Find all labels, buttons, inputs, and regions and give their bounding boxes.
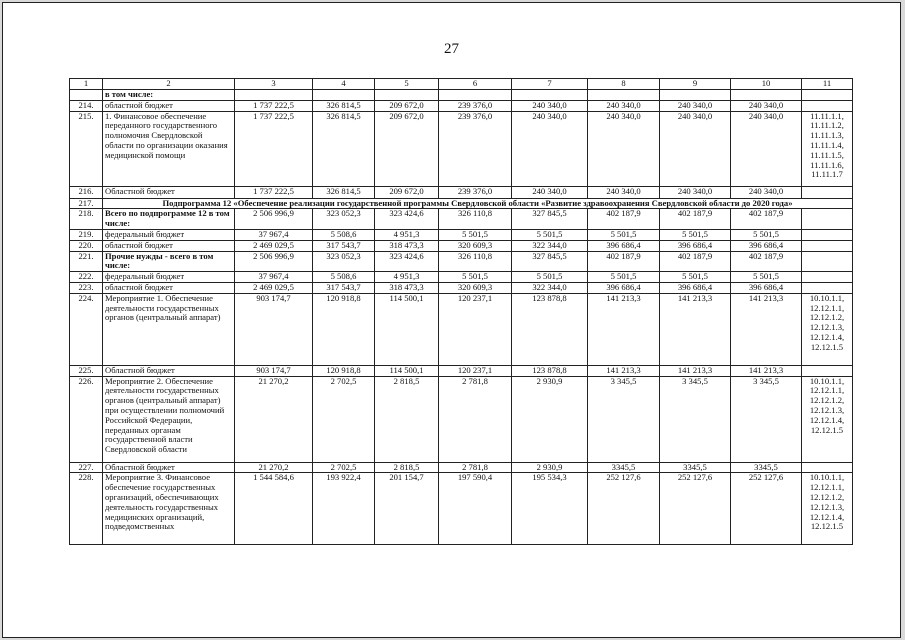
- amount-cell: 5 501,5: [588, 229, 660, 240]
- target-code: 11.11.1.6,: [810, 159, 844, 170]
- item-name: федеральный бюджет: [103, 272, 235, 283]
- amount-cell: 252 127,6: [731, 473, 802, 545]
- amount-cell: 21 270,2: [235, 376, 313, 462]
- amount-cell: 396 686,4: [660, 282, 731, 293]
- amount-cell: 239 376,0: [439, 111, 512, 186]
- amount-cell: 2 818,5: [375, 376, 439, 462]
- item-name: 1. Финансовое обеспечение переданного государственного полномочия Свердловской области по организации оказания медицинской помощи: [103, 111, 235, 186]
- amount-cell: 240 340,0: [512, 186, 588, 198]
- amount-cell: 37 967,4: [235, 272, 313, 283]
- table-row: [70, 100, 853, 111]
- amount-cell: 5 501,5: [660, 272, 731, 283]
- amount-cell: [731, 90, 802, 101]
- target-code: 11.11.1.3,: [810, 130, 844, 141]
- amount-cell: 5 501,5: [660, 229, 731, 240]
- row-number: 222.: [70, 272, 103, 283]
- target-codes: [802, 240, 853, 251]
- amount-cell: 903 174,7: [235, 365, 313, 376]
- column-number: 10: [731, 79, 802, 90]
- amount-cell: 252 127,6: [660, 473, 731, 545]
- amount-cell: 123 878,8: [512, 293, 588, 365]
- target-code: 12.12.1.3,: [809, 501, 845, 512]
- amount-cell: 240 340,0: [512, 111, 588, 186]
- table-row: [70, 473, 853, 545]
- table-row: [70, 365, 853, 376]
- row-number: 220.: [70, 240, 103, 251]
- amount-cell: 1 737 222,5: [235, 100, 313, 111]
- table-row: [70, 272, 853, 283]
- column-number: 11: [802, 79, 853, 90]
- target-code: 12.12.1.4,: [809, 331, 845, 342]
- target-codes: [802, 229, 853, 240]
- amount-cell: 323 424,6: [375, 209, 439, 230]
- amount-cell: 193 922,4: [313, 473, 375, 545]
- item-name: в том числе:: [103, 90, 235, 101]
- table-row: [70, 462, 853, 473]
- target-code: 12.12.1.5: [810, 341, 844, 352]
- amount-cell: 21 270,2: [235, 462, 313, 473]
- target-code: 10.10.1.1,: [809, 376, 845, 386]
- table-row: [70, 198, 853, 209]
- amount-cell: 4 951,3: [375, 272, 439, 283]
- amount-cell: 323 052,3: [313, 209, 375, 230]
- amount-cell: 323 052,3: [313, 251, 375, 272]
- amount-cell: 322 344,0: [512, 282, 588, 293]
- amount-cell: [588, 90, 660, 101]
- amount-cell: 402 187,9: [731, 251, 802, 272]
- column-number-row: [70, 79, 853, 90]
- amount-cell: 4 951,3: [375, 229, 439, 240]
- amount-cell: 326 814,5: [313, 186, 375, 198]
- target-code: 12.12.1.4,: [809, 511, 845, 522]
- target-code: 12.12.1.1,: [809, 302, 845, 313]
- item-name: Мероприятие 1. Обеспечение деятельности государственных органов (центральный аппарат): [103, 293, 235, 365]
- row-number: 214.: [70, 100, 103, 111]
- amount-cell: 317 543,7: [313, 240, 375, 251]
- amount-cell: 5 501,5: [512, 229, 588, 240]
- table-row: [70, 282, 853, 293]
- row-number: [70, 90, 103, 101]
- amount-cell: 3345,5: [588, 462, 660, 473]
- amount-cell: 240 340,0: [660, 186, 731, 198]
- column-number: 6: [439, 79, 512, 90]
- amount-cell: 402 187,9: [588, 209, 660, 230]
- target-code: 10.10.1.1,: [809, 472, 845, 483]
- amount-cell: 141 213,3: [660, 365, 731, 376]
- item-name: Областной бюджет: [103, 365, 235, 376]
- amount-cell: 402 187,9: [588, 251, 660, 272]
- amount-cell: 209 672,0: [375, 186, 439, 198]
- target-code: 11.11.1.4,: [810, 139, 844, 150]
- amount-cell: 3 345,5: [660, 376, 731, 462]
- row-number: 223.: [70, 282, 103, 293]
- item-name: областной бюджет: [103, 240, 235, 251]
- target-code: 11.11.1.1,: [810, 111, 844, 121]
- amount-cell: 2 702,5: [313, 376, 375, 462]
- amount-cell: 239 376,0: [439, 186, 512, 198]
- amount-cell: 252 127,6: [588, 473, 660, 545]
- amount-cell: 240 340,0: [660, 111, 731, 186]
- amount-cell: 1 737 222,5: [235, 186, 313, 198]
- amount-cell: 240 340,0: [660, 100, 731, 111]
- amount-cell: 396 686,4: [588, 240, 660, 251]
- target-codes: [802, 251, 853, 272]
- amount-cell: 209 672,0: [375, 111, 439, 186]
- target-code: 12.12.1.2,: [809, 312, 845, 323]
- row-number: 221.: [70, 251, 103, 272]
- target-codes: [802, 473, 853, 545]
- amount-cell: 114 500,1: [375, 293, 439, 365]
- amount-cell: 320 609,3: [439, 240, 512, 251]
- row-number: 215.: [70, 111, 103, 186]
- amount-cell: 326 814,5: [313, 111, 375, 186]
- amount-cell: 326 814,5: [313, 100, 375, 111]
- amount-cell: 120 237,1: [439, 365, 512, 376]
- target-code: 12.12.1.1,: [809, 482, 845, 493]
- target-code: 11.11.1.5,: [810, 149, 844, 160]
- table-row: [70, 251, 853, 272]
- amount-cell: 240 340,0: [588, 111, 660, 186]
- item-name: областной бюджет: [103, 100, 235, 111]
- amount-cell: 141 213,3: [588, 293, 660, 365]
- amount-cell: 239 376,0: [439, 100, 512, 111]
- table-row: [70, 240, 853, 251]
- amount-cell: 2 506 996,9: [235, 209, 313, 230]
- row-number: 225.: [70, 365, 103, 376]
- subprogram-title: Подпрограмма 12 «Обеспечение реализации государственной программы Свердловской области «Развитие здравоохранения Свердловской области до 2020 года»: [103, 198, 853, 209]
- amount-cell: 402 187,9: [731, 209, 802, 230]
- target-codes: [802, 365, 853, 376]
- amount-cell: 5 501,5: [731, 272, 802, 283]
- target-codes: [802, 209, 853, 230]
- amount-cell: 1 544 584,6: [235, 473, 313, 545]
- target-code: 12.12.1.2,: [809, 491, 845, 502]
- amount-cell: 201 154,7: [375, 473, 439, 545]
- target-codes: [802, 293, 853, 365]
- amount-cell: 2 506 996,9: [235, 251, 313, 272]
- row-number: 226.: [70, 376, 103, 462]
- target-code: 12.12.1.2,: [809, 395, 845, 406]
- item-name: Мероприятие 2. Обеспечение деятельности государственных органов (центральный аппарат) при осуществлении полномочий Российской Федерации, переданных органам государственной власти Свердловской области: [103, 376, 235, 462]
- target-code: 11.11.1.7: [811, 169, 843, 180]
- column-number: 3: [235, 79, 313, 90]
- amount-cell: 323 424,6: [375, 251, 439, 272]
- amount-cell: 2 818,5: [375, 462, 439, 473]
- target-code: 12.12.1.1,: [809, 385, 845, 396]
- budget-table: [69, 78, 853, 545]
- amount-cell: 3 345,5: [588, 376, 660, 462]
- target-codes: [802, 186, 853, 198]
- item-name: Областной бюджет: [103, 186, 235, 198]
- amount-cell: 195 534,3: [512, 473, 588, 545]
- amount-cell: 209 672,0: [375, 100, 439, 111]
- row-number: 219.: [70, 229, 103, 240]
- column-number: 1: [70, 79, 103, 90]
- item-name: Мероприятие 3. Финансовое обеспечение государственных организаций, обеспечивающих деятельность государственных медицинских организаций, подведомственных: [103, 473, 235, 545]
- amount-cell: 114 500,1: [375, 365, 439, 376]
- amount-cell: 2 702,5: [313, 462, 375, 473]
- amount-cell: 141 213,3: [588, 365, 660, 376]
- target-code: 12.12.1.5: [810, 521, 844, 532]
- amount-cell: 120 237,1: [439, 293, 512, 365]
- target-codes: [802, 282, 853, 293]
- target-code: 12.12.1.4,: [809, 414, 845, 425]
- amount-cell: 396 686,4: [731, 282, 802, 293]
- amount-cell: [375, 90, 439, 101]
- amount-cell: 120 918,8: [313, 293, 375, 365]
- item-name: областной бюджет: [103, 282, 235, 293]
- target-code: 12.12.1.3,: [809, 322, 845, 333]
- amount-cell: 3 345,5: [731, 376, 802, 462]
- amount-cell: [660, 90, 731, 101]
- amount-cell: 903 174,7: [235, 293, 313, 365]
- document-page: [2, 2, 901, 638]
- amount-cell: 327 845,5: [512, 209, 588, 230]
- row-number: 228.: [70, 473, 103, 545]
- amount-cell: 141 213,3: [731, 293, 802, 365]
- amount-cell: 5 501,5: [439, 272, 512, 283]
- table-body: [70, 79, 853, 545]
- target-codes: [802, 272, 853, 283]
- column-number: 7: [512, 79, 588, 90]
- page-number: 27: [444, 41, 459, 57]
- target-code: 12.12.1.5: [810, 424, 844, 435]
- row-number: 216.: [70, 186, 103, 198]
- table-row: [70, 293, 853, 365]
- amount-cell: 2 469 029,5: [235, 282, 313, 293]
- amount-cell: [235, 90, 313, 101]
- target-code: 11.11.1.2,: [810, 120, 844, 131]
- amount-cell: 240 340,0: [731, 111, 802, 186]
- amount-cell: 5 508,6: [313, 272, 375, 283]
- table-row: [70, 186, 853, 198]
- amount-cell: 197 590,4: [439, 473, 512, 545]
- amount-cell: 240 340,0: [731, 186, 802, 198]
- target-codes: [802, 100, 853, 111]
- amount-cell: 2 930,9: [512, 462, 588, 473]
- amount-cell: 120 918,8: [313, 365, 375, 376]
- amount-cell: 326 110,8: [439, 251, 512, 272]
- column-number: 5: [375, 79, 439, 90]
- amount-cell: 240 340,0: [588, 100, 660, 111]
- amount-cell: 327 845,5: [512, 251, 588, 272]
- target-codes: [802, 376, 853, 462]
- amount-cell: 141 213,3: [660, 293, 731, 365]
- table-row: [70, 209, 853, 230]
- table-row: [70, 229, 853, 240]
- table-row: [70, 90, 853, 101]
- amount-cell: [313, 90, 375, 101]
- amount-cell: 2 930,9: [512, 376, 588, 462]
- target-code: 10.10.1.1,: [809, 293, 845, 303]
- column-number: 2: [103, 79, 235, 90]
- amount-cell: 37 967,4: [235, 229, 313, 240]
- column-number: 9: [660, 79, 731, 90]
- amount-cell: 3345,5: [660, 462, 731, 473]
- amount-cell: 5 501,5: [731, 229, 802, 240]
- amount-cell: 5 501,5: [439, 229, 512, 240]
- row-number: 227.: [70, 462, 103, 473]
- row-number: 224.: [70, 293, 103, 365]
- amount-cell: [439, 90, 512, 101]
- amount-cell: 240 340,0: [731, 100, 802, 111]
- amount-cell: 317 543,7: [313, 282, 375, 293]
- table-row: [70, 111, 853, 186]
- amount-cell: 2 469 029,5: [235, 240, 313, 251]
- target-codes: [802, 90, 853, 101]
- amount-cell: 3345,5: [731, 462, 802, 473]
- amount-cell: 318 473,3: [375, 282, 439, 293]
- item-name: Всего по подпрограмме 12 в том числе:: [103, 209, 235, 230]
- target-codes: [802, 462, 853, 473]
- column-number: 4: [313, 79, 375, 90]
- amount-cell: 322 344,0: [512, 240, 588, 251]
- amount-cell: 2 781,8: [439, 376, 512, 462]
- amount-cell: 240 340,0: [512, 100, 588, 111]
- amount-cell: 320 609,3: [439, 282, 512, 293]
- amount-cell: 326 110,8: [439, 209, 512, 230]
- amount-cell: 402 187,9: [660, 251, 731, 272]
- amount-cell: 240 340,0: [588, 186, 660, 198]
- item-name: федеральный бюджет: [103, 229, 235, 240]
- amount-cell: 396 686,4: [731, 240, 802, 251]
- amount-cell: 123 878,8: [512, 365, 588, 376]
- amount-cell: 396 686,4: [588, 282, 660, 293]
- amount-cell: 5 501,5: [512, 272, 588, 283]
- row-number: 218.: [70, 209, 103, 230]
- column-number: 8: [588, 79, 660, 90]
- amount-cell: 141 213,3: [731, 365, 802, 376]
- amount-cell: 1 737 222,5: [235, 111, 313, 186]
- table-row: [70, 376, 853, 462]
- amount-cell: 318 473,3: [375, 240, 439, 251]
- target-codes: [802, 111, 853, 186]
- amount-cell: [512, 90, 588, 101]
- row-number: 217.: [70, 198, 103, 209]
- amount-cell: 402 187,9: [660, 209, 731, 230]
- item-name: Прочие нужды - всего в том числе:: [103, 251, 235, 272]
- target-code: 12.12.1.3,: [809, 404, 845, 415]
- item-name: Областной бюджет: [103, 462, 235, 473]
- amount-cell: 396 686,4: [660, 240, 731, 251]
- amount-cell: 5 501,5: [588, 272, 660, 283]
- amount-cell: 2 781,8: [439, 462, 512, 473]
- amount-cell: 5 508,6: [313, 229, 375, 240]
